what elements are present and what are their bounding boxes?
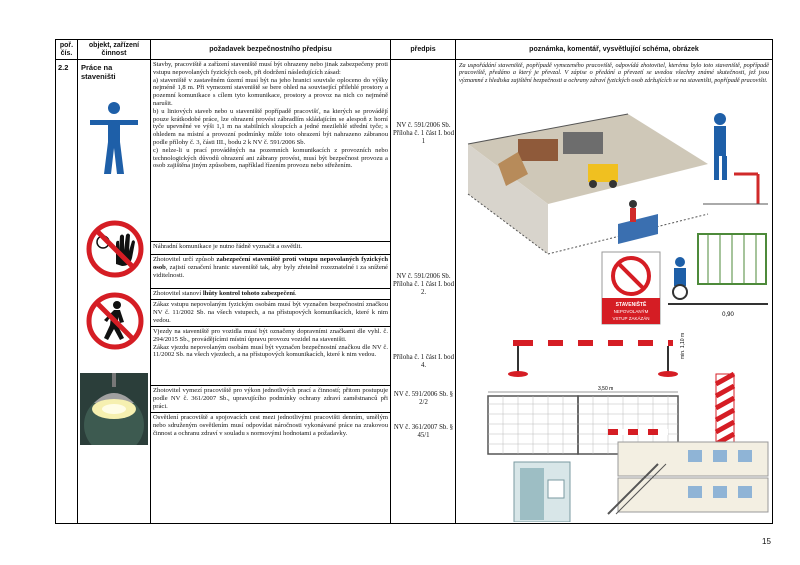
requirement-intro: Stavby, pracoviště a zařízení staveniště musí být ohrazeny nebo jinak zabezpečeny proti vstupu nepovolaných fyzických osob, při dodržení následujících zásad: — [153, 61, 388, 76]
header-object: objekt, zařízení činnost — [78, 40, 151, 60]
dimension-label-1: 0,90 — [722, 312, 734, 318]
site-aerial-icon — [468, 114, 708, 254]
requirement-vehicle-ban: Zákaz vjezdu nepovolaným osobám musí být vyznačen bezpečnostní značkou dle NV č. 11/2002 Sb. na všech vjezdech, a na přístupových komunikacích, které k nim vedou. — [153, 343, 388, 359]
lamp-icon — [80, 373, 148, 445]
requirement-fencing-text-2: , zajistí označení hranic staveniště tak, aby byly zřetelně rozeznatelné i za snížené viditelnosti. — [153, 263, 388, 279]
requirement-workplace: Zhotovitel vymezí pracoviště pro výkon jednotlivých prací a činností; přitom postupuje podle NV č. 361/2007 Sb., upravujícího podmínky ochrany zdraví zaměstnanců při práci. — [151, 386, 390, 413]
regulation-5: NV č. 361/2007 Sb. § 45/1 — [393, 424, 454, 439]
row-number: 2.2 — [56, 60, 78, 524]
wheelchair-fence-icon — [668, 234, 768, 318]
requirement-a: a) staveniště v zastavěném území musí být na jeho hranici souvisle oploceno do výšky nejméně 1,8 m. Při vymezení staveniště se bere ohled na související přilehlé prostory a pozemní komunikace s cílem tyto komunikace, prostory a provoz na nich co nejméně narušit. — [153, 76, 388, 107]
no-entry-hand-icon — [86, 220, 144, 278]
requirement-inspections-text-1: Zhotovitel stanoví — [153, 290, 203, 297]
requirement-c: c) nelze-li u prací prováděných na pozemních komunikacích z provozních nebo technologických důvodů ohrazení ani zábrany provést, musí být bezpečnost provozu a osob zajištěna jiným způsobem, například řízením provozu nebo střežením. — [153, 146, 388, 170]
regulation-4: NV č. 591/2006 Sb. § 2/2 — [393, 391, 454, 406]
chevron-panel-icon — [710, 374, 740, 452]
person-standing-icon — [88, 100, 140, 175]
regulation-cell — [391, 60, 456, 524]
header-note: poznámka, komentář, vysvětlující schéma, obrázek — [456, 40, 773, 60]
no-pedestrians-icon — [86, 292, 144, 350]
requirement-cell — [151, 60, 391, 524]
requirement-vehicle-entry: Vjezdy na staveniště pro vozidla musí být označeny dopravními značkami dle vyhl. č. 294/2015 Sb., provádějícími místní úpravu provozu vozidel na staveništi. — [153, 328, 388, 343]
dimension-label-2: min. 1,10 m — [680, 332, 686, 359]
requirement-fencing-bold: zabezpečení staveniště proti vstupu nepovolaných fyzických osob — [153, 256, 388, 271]
requirement-lighting: Osvětlení pracoviště a spojovacích cest mezi jednotlivými pracovišti denním, umělým nebo sdruženým osvětlením musí odpovídat náročnosti vykonávané práce na zrakovou činnost a ochranu zdraví v souladu s normovými hodnotami a požadavky. — [153, 414, 388, 437]
requirement-inspections-text-2: . — [294, 290, 297, 297]
header-requirement: požadavek bezpečnostního předpisu — [151, 40, 391, 60]
note-cell — [456, 60, 773, 524]
requirements-table — [55, 39, 773, 524]
dimension-label-3: 3,50 m — [598, 386, 614, 392]
requirement-fencing-text-1: Zhotovitel určí způsob — [153, 256, 217, 263]
site-office-icon — [608, 442, 768, 514]
row-object: Práce na staveništi — [81, 63, 116, 81]
striped-barrier-icon — [508, 333, 686, 377]
requirement-inspections-bold: lhůty kontrol tohoto zabezpečení — [202, 290, 295, 297]
portable-toilet-icon — [514, 462, 570, 522]
requirement-inspections — [151, 289, 390, 300]
regulation-2: NV č. 591/2006 Sb. Příloha č. 1 část I. bod 2. — [393, 273, 454, 296]
sign-line-2: NEPOVOLANÝM — [613, 309, 649, 314]
pedestrian-barrier-icon — [703, 113, 768, 204]
table-row — [56, 60, 773, 524]
regulation-1: NV č. 591/2006 Sb. Příloha č. 1 část I. bod 1 — [393, 122, 454, 145]
header-number: poř. čís. — [56, 40, 78, 60]
table-header-row — [56, 40, 773, 60]
site-illustration — [458, 104, 770, 522]
sign-line-1: STAVENIŠTĚ — [615, 302, 647, 308]
requirement-fencing — [151, 255, 390, 289]
requirement-vehicle-sign — [151, 327, 390, 386]
site-warning-sign — [602, 252, 660, 324]
note-text: Za uspořádání staveniště, popřípadě vymezeného pracoviště, odpovídá zhotovitel, kterému bylo toto staveniště, popřípadě pracoviště, předáno a který je převzal. V zápise o předání a převzetí se uvedou všechny známé skutečnosti, jež jsou významné z hlediska zajištění bezpečnosti a ochrany zdraví fyzických osob zdržujících se na staveništi, popřípadě pracovišti. — [459, 62, 769, 84]
requirement-entry-sign: Zákaz vstupu nepovolaným fyzickým osobám musí být vyznačen bezpečnostní značkou NV č. 11/2002 Sb. na všech vstupech, a na přístupových komunikacích, které k nim vedou. — [151, 300, 390, 327]
header-regulation: předpis — [391, 40, 456, 60]
sign-line-3: VSTUP ZAKÁZÁN — [612, 316, 650, 321]
page-number: 15 — [762, 537, 771, 546]
requirement-b: b) u liniových staveb nebo u staveniště popřípadě pracovišť, na kterých se provádějí pouze krátkodobé práce, lze ohrazení provést zábradlím skládajícím se alespoň z horní tyče upevněné ve výši 1,1 m na stabilních sloupcích a jedné mezilehlé střední tyče; s ohledem na místní a provozní podmínky může toto ohrazení být nahrazeno zábranou podle přílohy č. 3, části III., bodu 2 k NV č. 591/2006 Sb. — [153, 107, 388, 146]
row-object-cell — [78, 60, 151, 524]
requirement-block-1 — [151, 60, 390, 242]
regulation-3: Příloha č. 1 část I. bod 4. — [393, 354, 454, 369]
requirement-detour: Náhradní komunikace je nutno řádně vyznačit a osvětlit. — [151, 242, 390, 255]
